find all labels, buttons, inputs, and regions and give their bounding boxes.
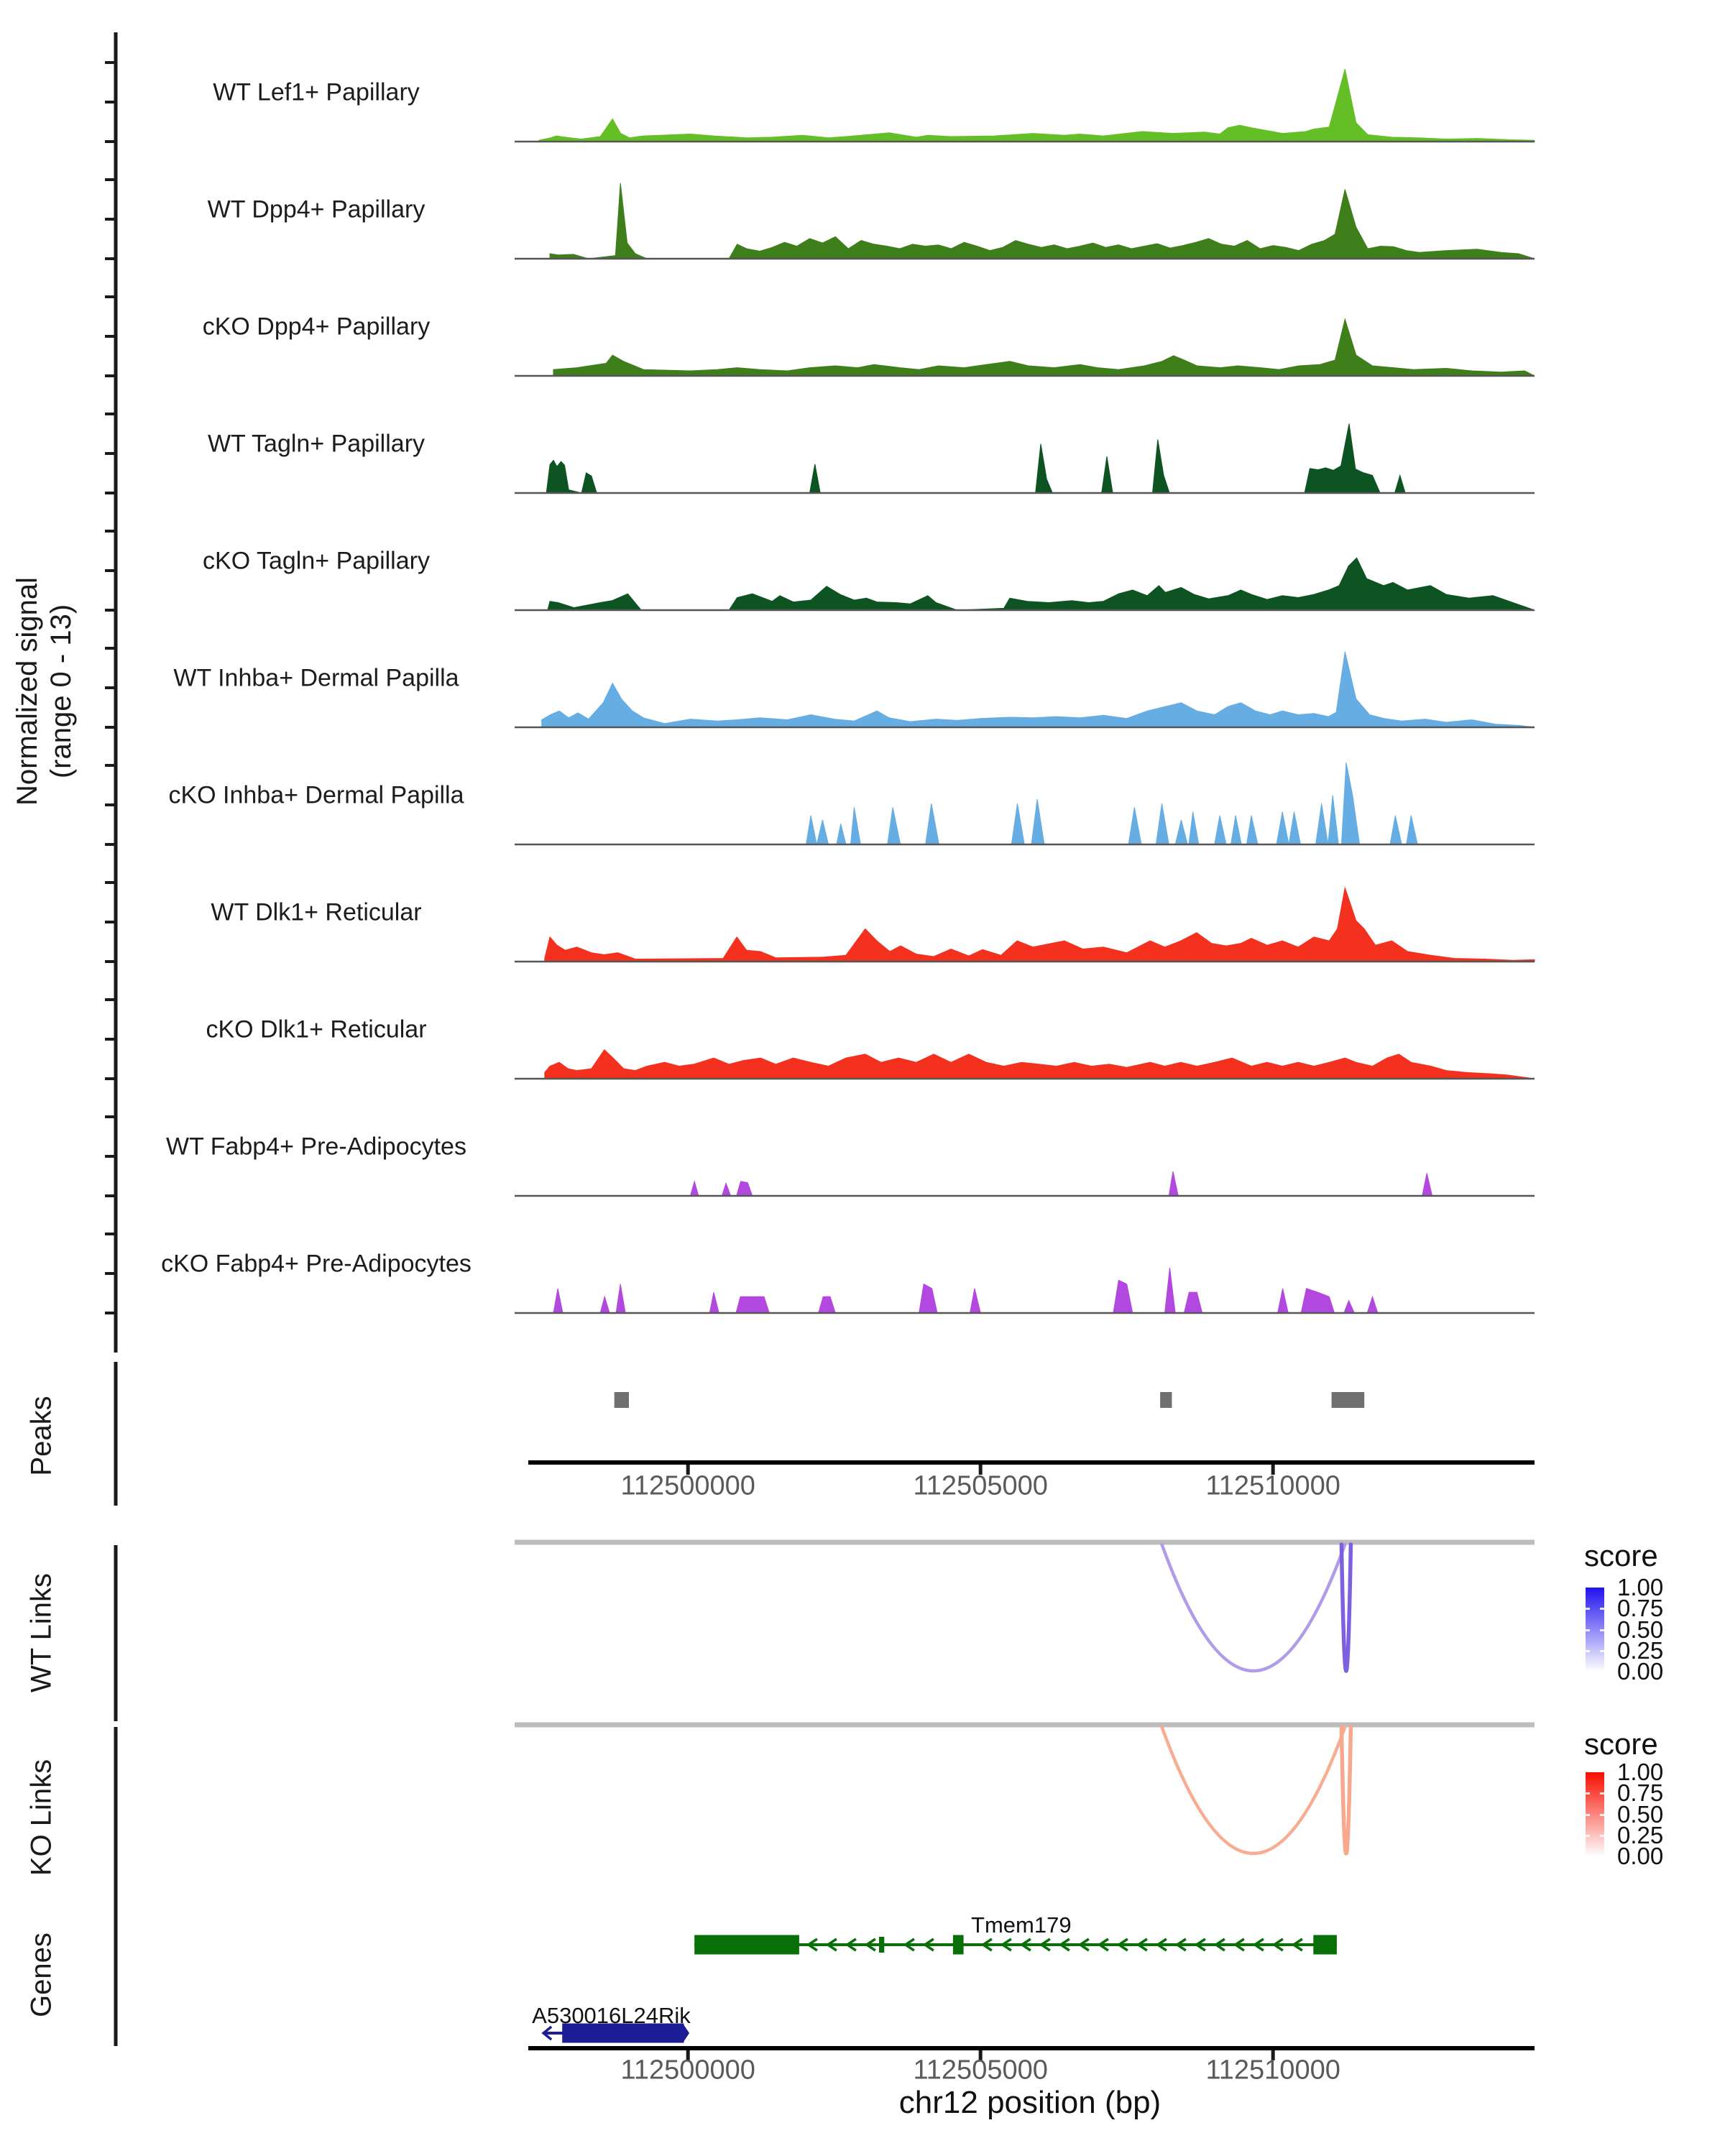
score-legend-tick-label: 0.75	[1617, 1779, 1664, 1807]
track-label-9: cKO Dlk1+ Reticular	[206, 1015, 427, 1044]
ko-score-legend-title: score	[1584, 1727, 1658, 1761]
gene-exon-Tmem179-2	[953, 1935, 964, 1955]
peak-rect-3	[1332, 1392, 1365, 1408]
gradient-bar-notch	[1586, 1792, 1590, 1795]
gene-small-exon-Tmem179-1	[879, 1937, 884, 1953]
gene-label-A530016L24Rik: A530016L24Rik	[532, 2003, 691, 2028]
ruler-tick-label: 112500000	[620, 1470, 755, 1501]
signal-area-track-3	[553, 319, 1535, 376]
signal-area-track-4	[546, 424, 1405, 494]
track-label-2: WT Dpp4+ Papillary	[207, 195, 426, 224]
gene-label-Tmem179: Tmem179	[971, 1912, 1072, 1938]
section-label-ko-links: KO Links	[25, 1759, 58, 1876]
wt-score-gradient-bar	[1586, 1588, 1604, 1672]
track-label-4: WT Tagln+ Papillary	[207, 430, 426, 458]
signal-area-track-6	[542, 652, 1535, 727]
score-legend-tick-label: 0.50	[1617, 1800, 1664, 1828]
signal-area-track-5	[548, 558, 1535, 610]
ruler-tick-label: 112505000	[913, 2055, 1048, 2086]
signal-area-track-8	[545, 888, 1535, 962]
peak-rect-2	[1160, 1392, 1172, 1408]
gradient-bar-notch	[1600, 1835, 1604, 1837]
score-legend-tick-label: 0.25	[1617, 1636, 1664, 1664]
gradient-bar-notch	[1600, 1650, 1604, 1652]
track-label-11: cKO Fabp4+ Pre-Adipocytes	[161, 1250, 472, 1278]
wt-link-arc-2	[1341, 1544, 1351, 1671]
score-legend-tick-label: 1.00	[1617, 1759, 1664, 1785]
score-legend-tick-label: 0.75	[1617, 1595, 1664, 1622]
signal-area-track-1	[539, 69, 1535, 142]
track-label-3: cKO Dpp4+ Papillary	[202, 313, 431, 341]
signal-area-track-10	[691, 1171, 1432, 1196]
score-legend-tick-label: 0.50	[1617, 1616, 1664, 1643]
gradient-bar-notch	[1586, 1629, 1590, 1631]
ko-link-arc-2	[1341, 1727, 1351, 1853]
gradient-bar-notch	[1586, 1814, 1590, 1816]
score-legend-tick-label: 0.00	[1617, 1843, 1664, 1869]
ruler-tick-label: 112510000	[1205, 2055, 1340, 2086]
signal-area-track-2	[550, 183, 1535, 259]
section-label-wt-links: WT Links	[25, 1573, 58, 1692]
y-axis-label	[11, 577, 78, 806]
gradient-bar-notch	[1586, 1835, 1590, 1837]
peak-rect-1	[615, 1392, 629, 1408]
x-axis-title: chr12 position (bp)	[898, 2085, 1162, 2120]
track-label-1: WT Lef1+ Papillary	[213, 78, 420, 106]
ruler-tick-label: 112500000	[620, 2055, 755, 2086]
score-legend-tick-label: 0.00	[1617, 1658, 1664, 1685]
signal-area-track-7	[806, 763, 1418, 844]
y-axis-label-line1: Normalized signal	[11, 577, 43, 806]
track-label-6: WT Inhba+ Dermal Papilla	[173, 664, 459, 692]
track-label-5: cKO Tagln+ Papillary	[203, 547, 430, 575]
gene-exon-Tmem179-1	[694, 1935, 799, 1955]
gradient-bar-notch	[1600, 1629, 1604, 1631]
y-axis-label-line2: (range 0 - 13)	[45, 604, 77, 779]
wt-score-legend-title: score	[1584, 1539, 1658, 1572]
signal-area-track-11	[553, 1268, 1378, 1313]
gene-exon-Tmem179-3	[1313, 1935, 1337, 1955]
ko-link-arc-1	[1162, 1727, 1346, 1853]
ko-score-gradient-bar	[1586, 1772, 1604, 1856]
gradient-bar-notch	[1600, 1792, 1604, 1795]
score-legend-tick-label: 0.25	[1617, 1821, 1664, 1848]
score-legend-tick-label: 1.00	[1617, 1574, 1664, 1600]
section-label-genes: Genes	[25, 1932, 58, 2017]
signal-area-track-9	[545, 1050, 1535, 1079]
ruler-tick-label: 112510000	[1205, 1470, 1340, 1501]
wt-link-arc-1	[1162, 1544, 1346, 1671]
section-label-peaks: Peaks	[25, 1396, 58, 1476]
track-label-7: cKO Inhba+ Dermal Papilla	[168, 781, 464, 809]
gradient-bar-notch	[1586, 1650, 1590, 1652]
track-label-10: WT Fabp4+ Pre-Adipocytes	[166, 1133, 466, 1161]
gradient-bar-notch	[1586, 1608, 1590, 1610]
gradient-bar-notch	[1600, 1608, 1604, 1610]
ruler-tick-label: 112505000	[913, 1470, 1048, 1501]
gradient-bar-notch	[1600, 1814, 1604, 1816]
track-label-8: WT Dlk1+ Reticular	[211, 898, 422, 926]
